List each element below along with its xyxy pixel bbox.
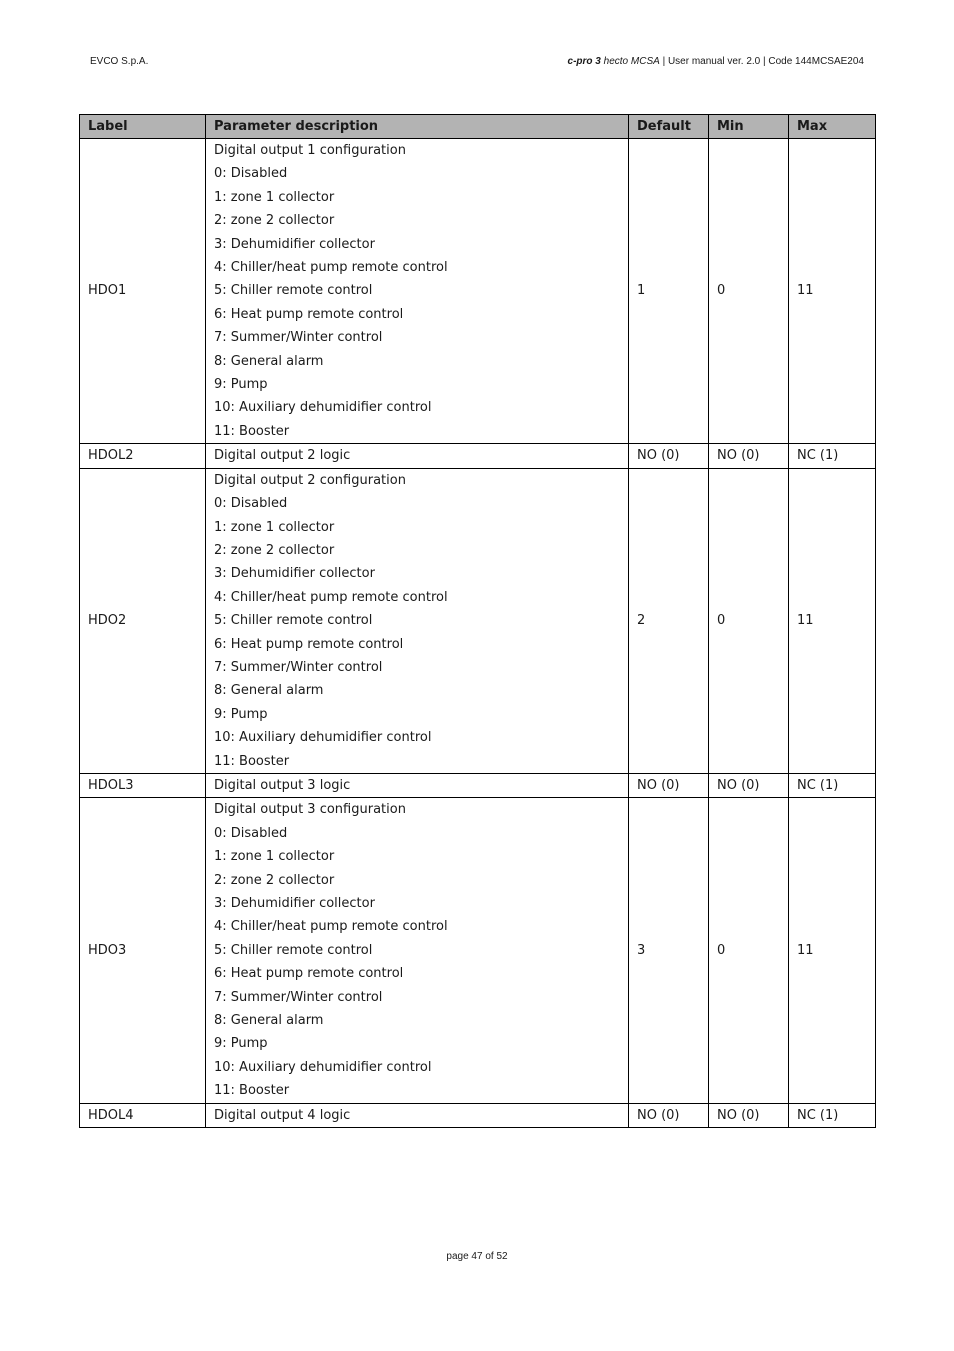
description-line: 4: Chiller/heat pump remote control [214,589,448,605]
description-line: Digital output 1 configuration [214,143,406,158]
description-line: 4: Chiller/heat pump remote control [214,260,448,276]
column-header-max: Max [789,115,876,139]
column-header-description: Parameter description [206,115,629,139]
description-line: 4: Chiller/heat pump remote control [214,919,448,935]
parameter-description [206,773,629,797]
description-line: 9: Pump [214,706,268,722]
description-line: 10: Auxiliary dehumidifier control [214,400,432,416]
description-line: 7: Summer/Winter control [214,989,383,1005]
description-line: 7: Summer/Winter control [214,659,383,675]
description-line: 3: Dehumidifier collector [214,896,375,911]
description-line: 10: Auxiliary dehumidifier control [214,730,432,746]
description-line: 2: zone 2 collector [214,872,335,888]
parameter-default: 3 [629,798,709,1103]
description-line: 5: Chiller remote control [214,613,373,629]
parameter-min: 0 [709,798,789,1103]
table-row [80,798,876,1103]
company-name: EVCO S.p.A. [90,56,149,67]
description-line: 8: General alarm [214,1013,324,1029]
parameter-max: NC (1) [789,1103,876,1127]
table-header-row [80,115,876,139]
description-line: 11: Booster [214,753,290,769]
parameter-default: 1 [629,139,709,444]
product-name-italic: hecto MCSA [603,56,660,67]
product-name-bold: c-pro 3 [567,56,601,67]
description-line: 1: zone 1 collector [214,189,335,205]
description-line: 11: Booster [214,423,290,439]
parameter-min: NO (0) [709,444,789,468]
description-line: Digital output 4 logic [214,1107,351,1123]
description-line: 8: General alarm [214,683,324,699]
column-header-min: Min [709,115,789,139]
description-line: Digital output 2 configuration [214,472,406,488]
table-row [80,444,876,468]
page-number: page 47 of 52 [446,1251,508,1262]
parameter-default: NO (0) [629,1103,709,1127]
column-header-label: Label [80,115,206,139]
description-line: 3: Dehumidifier collector [214,566,375,582]
parameter-min: NO (0) [709,773,789,797]
description-line: 1: zone 1 collector [214,849,335,865]
manual-version-code: | User manual ver. 2.0 | Code 144MCSAE204 [659,56,864,67]
description-line: 3: Dehumidifier collector [214,236,375,252]
parameter-default: 2 [629,468,709,773]
parameter-description [206,798,629,1103]
description-line: 5: Chiller remote control [214,283,373,299]
description-line: 6: Heat pump remote control [214,306,404,322]
parameter-default: NO (0) [629,444,709,468]
parameter-description [206,468,629,773]
description-line: 9: Pump [214,1036,268,1052]
parameter-min: 0 [709,468,789,773]
parameter-description [206,1103,629,1127]
document-title [568,56,864,67]
description-line: 8: General alarm [214,353,324,369]
description-line: 7: Summer/Winter control [214,330,383,346]
description-line: Digital output 3 configuration [214,802,406,818]
description-line: 5: Chiller remote control [214,942,373,958]
parameter-label: HDO1 [80,139,206,444]
parameter-table [79,114,876,1128]
description-line: 0: Disabled [214,166,288,182]
description-line: 9: Pump [214,377,268,393]
parameter-label: HDO3 [80,798,206,1103]
column-header-default: Default [629,115,709,139]
table-row [80,1103,876,1127]
parameter-max: 11 [789,468,876,773]
parameter-label: HDOL2 [80,444,206,468]
description-line: 2: zone 2 collector [214,213,335,229]
description-line: Digital output 2 logic [214,448,351,464]
table-row [80,468,876,773]
description-line: 11: Booster [214,1083,290,1099]
table-row [80,773,876,797]
parameter-max: NC (1) [789,773,876,797]
description-line: 6: Heat pump remote control [214,966,404,982]
parameter-max: NC (1) [789,444,876,468]
parameter-max: 11 [789,798,876,1103]
parameter-default: NO (0) [629,773,709,797]
description-line: 1: zone 1 collector [214,519,335,535]
table-row [80,139,876,444]
parameter-max: 11 [789,139,876,444]
parameter-description [206,139,629,444]
parameter-label: HDOL3 [80,773,206,797]
parameter-min: NO (0) [709,1103,789,1127]
description-line: Digital output 3 logic [214,777,351,793]
description-line: 10: Auxiliary dehumidifier control [214,1059,432,1075]
description-line: 0: Disabled [214,496,288,512]
parameter-label: HDO2 [80,468,206,773]
parameter-min: 0 [709,139,789,444]
parameter-description [206,444,629,468]
description-line: 0: Disabled [214,825,288,841]
parameter-label: HDOL4 [80,1103,206,1127]
description-line: 6: Heat pump remote control [214,636,404,652]
description-line: 2: zone 2 collector [214,542,335,558]
table-body [80,139,876,1128]
